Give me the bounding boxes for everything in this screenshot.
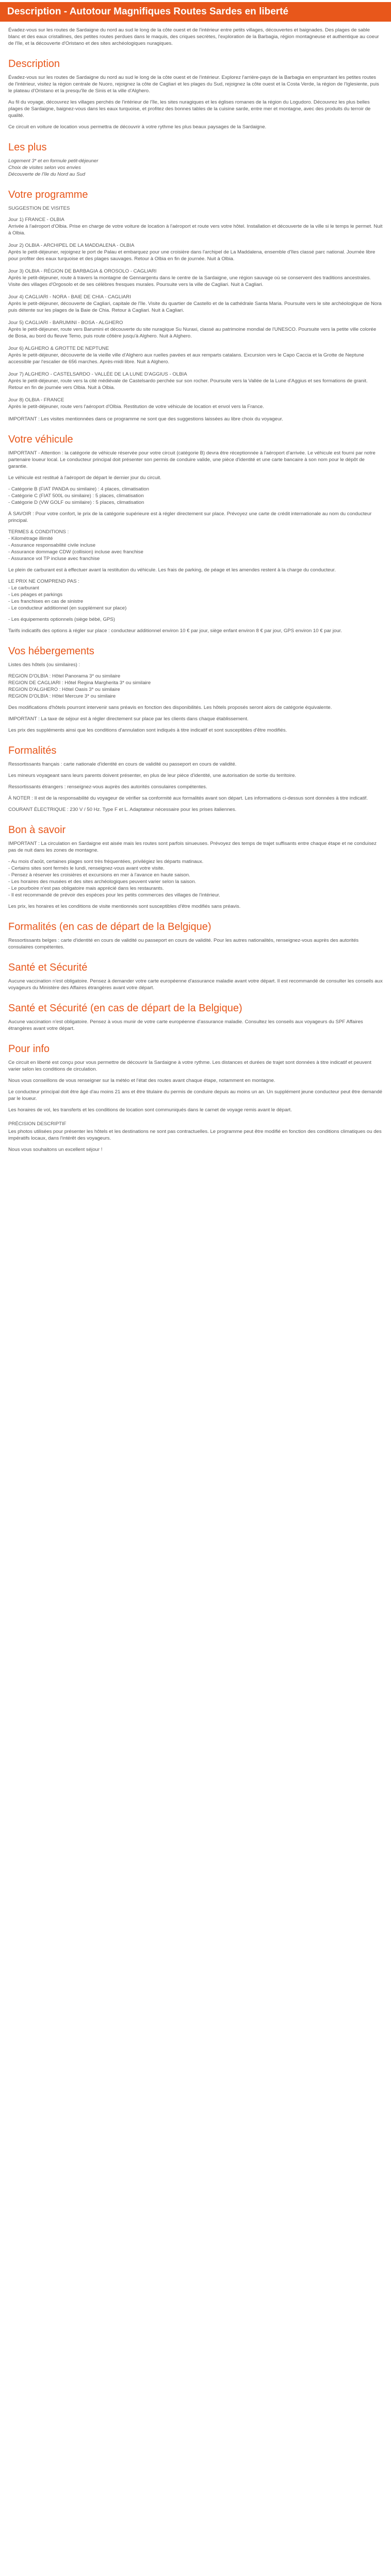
stage bbox=[8, 216, 383, 236]
good-paragraph: - Les horaires des musées et des sites archéologiques peuvent varier selon la saison. bbox=[8, 879, 197, 885]
health-belgium-title: Santé et Sécurité (en cas de départ de la Belgique) bbox=[8, 1003, 242, 1014]
vehicle-paragraph: - Assurance dommage CDW (collision) incluse avec franchise bbox=[8, 549, 143, 555]
vehicle-paragraph: Tarifs indicatifs des options à régler sur place : conducteur additionnel environ 10 € par jour, siège enfant environ 8 € par jour, GPS environ 10 € par jour. bbox=[8, 628, 342, 634]
programme-title: Votre programme bbox=[8, 189, 88, 200]
formalities-paragraph: À NOTER : Il est de la responsabilité du voyageur de vérifier sa conformité aux formalités avant son départ. Les informations ci-dessus sont données à titre indicatif. bbox=[8, 795, 368, 801]
vehicle-paragraph: - Les franchises en cas de sinistre bbox=[8, 599, 84, 604]
programme-subtitle: SUGGESTION DE VISITES bbox=[8, 206, 70, 211]
good-paragraph: - Pensez à réserver les croisières et excursions en mer à l'avance en haute saison. bbox=[8, 872, 190, 878]
stage-text: Après le petit-déjeuner, route vers Barumini et découverte du site nuragique Su Nuraxi, classé au patrimoine mondial de l'UNESCO. Poursuite vers la petite ville colorée de Bosa, au bord du fleuve Temo, puis route côtière jusqu'à Alghero. Nuit à Alghero. bbox=[8, 327, 377, 339]
stage-title: Jour 4) CAGLIARI - NORA - BAIE DE CHIA - CAGLIARI bbox=[8, 294, 131, 300]
description-title: Description bbox=[8, 58, 60, 70]
stage bbox=[8, 371, 383, 391]
stage bbox=[8, 242, 383, 262]
formalities-belgium-paragraph: Ressortissants belges : carte d'identité en cours de validité ou passeport en cours de validité. Pour les autres nationalités, renseignez-vous auprès des autorités consulaires compétentes. bbox=[8, 938, 359, 950]
hotels-paragraph: Listes des hôtels (ou similaires) : bbox=[8, 662, 80, 668]
stage-title: Jour 3) OLBIA - RÉGION DE BARBAGIA & OROSOLO - CAGLIARI bbox=[8, 268, 157, 274]
health-title: Santé et Sécurité bbox=[8, 962, 88, 973]
formalities-title: Formalités bbox=[8, 745, 57, 756]
stage-title: Jour 1) FRANCE - OLBIA bbox=[8, 217, 64, 223]
formalities-belgium-section bbox=[0, 921, 391, 951]
stage-title: Jour 2) OLBIA - ARCHIPEL DE LA MADDALENA - OLBIA bbox=[8, 243, 135, 248]
info-section bbox=[0, 1043, 391, 1113]
description-paragraph: Ce circuit en voiture de location vous permettra de découvrir à votre rythme les plus beaux paysages de la Sardaigne. bbox=[8, 124, 267, 130]
formalities-section bbox=[0, 745, 391, 813]
formalities-belgium-title: Formalités (en cas de départ de la Belgique) bbox=[8, 921, 211, 933]
vehicle-paragraph: - Le carburant bbox=[8, 585, 39, 591]
hotels-paragraph: REGION D'OLBIA : Hôtel Panorama 3* ou similaire bbox=[8, 673, 121, 679]
precision-title: PRÉCISION DESCRIPTIF bbox=[8, 1121, 67, 1127]
hotels-paragraph: Des modifications d'hôtels pourront intervenir sans préavis en fonction des disponibilités. Les hôtels proposés seront alors de catégorie équivalente. bbox=[8, 705, 332, 710]
page bbox=[0, 2, 391, 1153]
stage-title: Jour 7) ALGHERO - CASTELSARDO - VALLÉE DE LA LUNE D'AGGIUS - OLBIA bbox=[8, 371, 187, 377]
vehicle-title: Votre véhicule bbox=[8, 434, 73, 445]
description-paragraph: Évadez-vous sur les routes de Sardaigne du nord au sud le long de la côte ouest et de l'intérieur. Explorez l'arrière-pays de la Barbagia en empruntant les petites routes de l'intérieur, visitez la région centrale de Nuoro, rejoignez la côte de Cagliari et les plages du Sud, rejoignez la côte ouest et la Costa Verde, la région de l'Iglesiente, puis le plateau d'Oristano et la presqu'île de Sinis et la ville d'Alghero. bbox=[8, 75, 379, 94]
good-paragraph: - Au mois d'août, certaines plages sont très fréquentées, privilégiez les départs matinaux. bbox=[8, 859, 204, 865]
vehicle-section bbox=[0, 434, 391, 634]
vehicle-paragraph: - Les péages et parkings bbox=[8, 592, 63, 598]
health-section bbox=[0, 962, 391, 991]
stage-text: Après le petit-déjeuner, rejoignez le port de Palau et embarquez pour une croisière dans l'archipel de La Maddalena, ensemble d'îles classé parc national. Journée libre pour profiter des eaux turquoise et des plages sauvages. Retour à Olbia en fin de journée. Nuit à Olbia. bbox=[8, 249, 376, 262]
good-paragraph: - Il est recommandé de prévoir des espèces pour les petits commerces des villages de l'intérieur. bbox=[8, 892, 220, 898]
hotels-paragraph: IMPORTANT : La taxe de séjour est à régler directement sur place par les clients dans chaque établissement. bbox=[8, 716, 249, 722]
precision-paragraph: Les photos utilisées pour présenter les hôtels et les destinations ne sont pas contractuelles. Le programme peut être modifié en fonction des conditions climatiques ou des impératifs locaux, dans l'intérêt des voyageurs. bbox=[8, 1129, 382, 1141]
vehicle-paragraph: Le plein de carburant est à effectuer avant la restitution du véhicule. Les frais de parking, de péage et les amendes restent à la charge du conducteur. bbox=[8, 567, 336, 573]
health-belgium-paragraph: Aucune vaccination n'est obligatoire. Pensez à vous munir de votre carte européenne d'assurance maladie. Consultez les conseils aux voyageurs du SPF Affaires étrangères avant votre départ. bbox=[8, 1019, 363, 1031]
vehicle-paragraph: - Catégorie D (VW GOLF ou similaire) : 5 places, climatisation bbox=[8, 500, 144, 505]
stage bbox=[8, 397, 383, 410]
hotels-section bbox=[0, 646, 391, 734]
stage-title: Jour 6) ALGHERO & GROTTE DE NEPTUNE bbox=[8, 346, 109, 351]
plus-item: Choix de visites selon vos envies bbox=[8, 165, 81, 171]
good-paragraph: IMPORTANT : La circulation en Sardaigne est aisée mais les routes sont parfois sinueuses. Prévoyez des temps de trajet suffisants entre chaque étape et ne conduisez pas de nuit dans les zones de montagne. bbox=[8, 841, 377, 853]
good-paragraph: - Le pourboire n'est pas obligatoire mais apprécié dans les restaurants. bbox=[8, 886, 164, 891]
good-to-know-title: Bon à savoir bbox=[8, 824, 66, 836]
vehicle-paragraph: - Catégorie B (FIAT PANDA ou similaire) : 4 places, climatisation bbox=[8, 486, 149, 492]
stage bbox=[8, 345, 383, 365]
precision-section bbox=[0, 1121, 391, 1153]
stage-text: Après le petit-déjeuner, route vers la cité médiévale de Castelsardo perchée sur son rocher. Poursuite vers la Vallée de la Lune d'Aggius et ses formations de granit. Retour en fin de journée vers Olbia. Nuit à Olbia. bbox=[8, 378, 368, 391]
info-title: Pour info bbox=[8, 1043, 50, 1055]
hotels-paragraph: Les prix des suppléments ainsi que les conditions d'annulation sont indiqués à titre indicatif et sont susceptibles d'être modifiés. bbox=[8, 727, 287, 733]
health-paragraph: Aucune vaccination n'est obligatoire. Pensez à demander votre carte européenne d'assurance maladie avant votre départ. Il est recommandé de consulter les conseils aux voyageurs du Ministère des Affaires étrangères avant votre départ. bbox=[8, 978, 383, 991]
good-paragraph: - Certains sites sont fermés le lundi, renseignez-vous avant votre visite. bbox=[8, 866, 165, 871]
formalities-paragraph: COURANT ÉLECTRIQUE : 230 V / 50 Hz. Type F et L. Adaptateur nécessaire pour les prises italiennes. bbox=[8, 807, 237, 812]
info-paragraph: Les horaires de vol, les transferts et les conditions de location sont communiqués dans le carnet de voyage remis avant le départ. bbox=[8, 1107, 292, 1113]
formalities-paragraph: Les mineurs voyageant sans leurs parents doivent présenter, en plus de leur pièce d'identité, une autorisation de sortie du territoire. bbox=[8, 773, 297, 778]
vehicle-paragraph: Le véhicule est restitué à l'aéroport de départ le dernier jour du circuit. bbox=[8, 475, 161, 481]
description-section bbox=[0, 58, 391, 130]
formalities-paragraph: Ressortissants français : carte nationale d'identité en cours de validité ou passeport en cours de validité. bbox=[8, 761, 237, 767]
plus-item: Logement 3* et en formule petit-déjeuner bbox=[8, 158, 99, 164]
vehicle-paragraph: - Kilométrage illimité bbox=[8, 536, 53, 541]
vehicle-paragraph: LE PRIX NE COMPREND PAS : bbox=[8, 579, 79, 584]
stage bbox=[8, 268, 383, 288]
closing-text: Nous vous souhaitons un excellent séjour ! bbox=[8, 1147, 103, 1153]
description-paragraph: Au fil du voyage, découvrez les villages perchés de l'intérieur de l'île, les sites nuragiques et les églises romanes de la région du Logudoro. Découvrez les plus belles plages de Sardaigne, baignez-vous dans les eaux turquoise, et profitez des bonnes tables de la cuisine sarde, entre mer et montagne, avec des produits du terroir de qualité. bbox=[8, 99, 371, 118]
vehicle-paragraph: - Les équipements optionnels (siège bébé, GPS) bbox=[8, 617, 115, 622]
stage-text: Après le petit-déjeuner, route à travers la montagne de Gennargentu dans le centre de la Sardaigne, une région sauvage où se conservent des traditions ancestrales. Visite des villages d'Orgosolo et de ses célèbres fresques murales. Poursuite vers la ville de Cagliari. Nuit à Cagliari. bbox=[8, 275, 371, 287]
hotels-paragraph: REGION DE CAGLIARI : Hôtel Regina Margherita 3* ou similaire bbox=[8, 680, 151, 686]
intro-section bbox=[0, 27, 391, 47]
vehicle-paragraph: - Le conducteur additionnel (en supplément sur place) bbox=[8, 605, 127, 611]
vehicle-paragraph: IMPORTANT - Attention : la catégorie de véhicule réservée pour votre circuit (catégorie B) devra être réceptionnée à l'aéroport d'arrivée. Le véhicule est fourni par notre partenaire loueur local. Le conducteur principal doit présenter son permis de conduire valide, une pièce d'identité et une carte bancaire à son nom pour le dépôt de garantie. bbox=[8, 450, 376, 469]
info-paragraph: Le conducteur principal doit être âgé d'au moins 21 ans et être titulaire du permis de conduire depuis au moins un an. Un supplément jeune conducteur peut être demandé par le loueur. bbox=[8, 1089, 383, 1101]
plus-title: Les plus bbox=[8, 142, 47, 153]
vehicle-paragraph: TERMES & CONDITIONS : bbox=[8, 529, 69, 535]
info-paragraph: Ce circuit en liberté est conçu pour vous permettre de découvrir la Sardaigne à votre rythme. Les distances et durées de trajet sont données à titre indicatif et peuvent varier selon les conditions de circulation. bbox=[8, 1060, 371, 1072]
page-title: Description - Autotour Magnifiques Routes Sardes en liberté bbox=[0, 2, 391, 22]
info-paragraph: Nous vous conseillons de vous renseigner sur la météo et l'état des routes avant chaque étape, notamment en montagne. bbox=[8, 1078, 275, 1083]
vehicle-paragraph: - Catégorie C (FIAT 500L ou similaire) : 5 places, climatisation bbox=[8, 493, 144, 499]
stage-title: Jour 5) CAGLIARI - BARUMINI - BOSA - ALGHERO bbox=[8, 320, 123, 326]
vehicle-paragraph: - Assurance responsabilité civile incluse bbox=[8, 543, 96, 548]
programme-section bbox=[0, 189, 391, 422]
stage-text: Arrivée à l'aéroport d'Olbia. Prise en charge de votre voiture de location à l'aéroport et route vers votre hôtel. Installation et découverte de la ville si le temps le permet. Nuit à Olbia. bbox=[8, 224, 383, 236]
stage-title: Jour 8) OLBIA - FRANCE bbox=[8, 397, 64, 403]
hotels-title: Vos hébergements bbox=[8, 646, 94, 657]
formalities-paragraph: Ressortissants étrangers : renseignez-vous auprès des autorités consulaires compétentes. bbox=[8, 784, 207, 790]
plus-item: Découverte de l'île du Nord au Sud bbox=[8, 172, 86, 177]
stage-text: Après le petit-déjeuner, découverte de Cagliari, capitale de l'île. Visite du quartier de Castello et de la cathédrale Santa Maria. Poursuite vers le site archéologique de Nora puis détente sur les plages de la Baie de Chia. Retour à Cagliari. Nuit à Cagliari. bbox=[8, 301, 382, 313]
stage bbox=[8, 319, 383, 340]
stage-text: Après le petit-déjeuner, découverte de la vieille ville d'Alghero aux ruelles pavées et aux remparts catalans. Excursion vers le Capo Caccia et la Grotte de Neptune accessible par l'escalier de 656 marches. Après-midi libre. Nuit à Alghero. bbox=[8, 352, 364, 365]
health-belgium-section bbox=[0, 1003, 391, 1032]
vehicle-paragraph: À SAVOIR : Pour votre confort, le prix de la catégorie supérieure est à régler directement sur place. Prévoyez une carte de crédit internationale au nom du conducteur principal. bbox=[8, 511, 372, 523]
hotels-paragraph: REGION D'ALGHERO : Hôtel Oasis 3* ou similaire bbox=[8, 687, 120, 692]
programme-notice: IMPORTANT : Les visites mentionnées dans ce programme ne sont que des suggestions laissées au libre choix du voyageur. bbox=[8, 416, 283, 422]
plus-section bbox=[0, 142, 391, 178]
stage bbox=[8, 294, 383, 314]
vehicle-paragraph: - Assurance vol TP incluse avec franchise bbox=[8, 556, 100, 562]
good-paragraph: Les prix, les horaires et les conditions de visite mentionnés sont susceptibles d'être modifiés sans préavis. bbox=[8, 904, 241, 909]
hotels-paragraph: REGION D'OLBIA : Hôtel Mercure 3* ou similaire bbox=[8, 693, 116, 699]
intro-text: Évadez-vous sur les routes de Sardaigne du nord au sud le long de la côte ouest et de l'intérieur entre petits villages, découvertes et baignades. Des plages de sable blanc et des eaux cristallines, des petites routes perdues dans le maquis, des criques secrètes, l'exploration de la Barbagia, région montagneuse et authentique au coeur de l'île, et la découverte d'Oristano et des sites archéologiques nuragiques. bbox=[8, 27, 379, 46]
stage-text: Après le petit-déjeuner, route vers l'aéroport d'Olbia. Restitution de votre véhicule de location et envol vers la France. bbox=[8, 404, 264, 410]
good-to-know-section bbox=[0, 824, 391, 910]
